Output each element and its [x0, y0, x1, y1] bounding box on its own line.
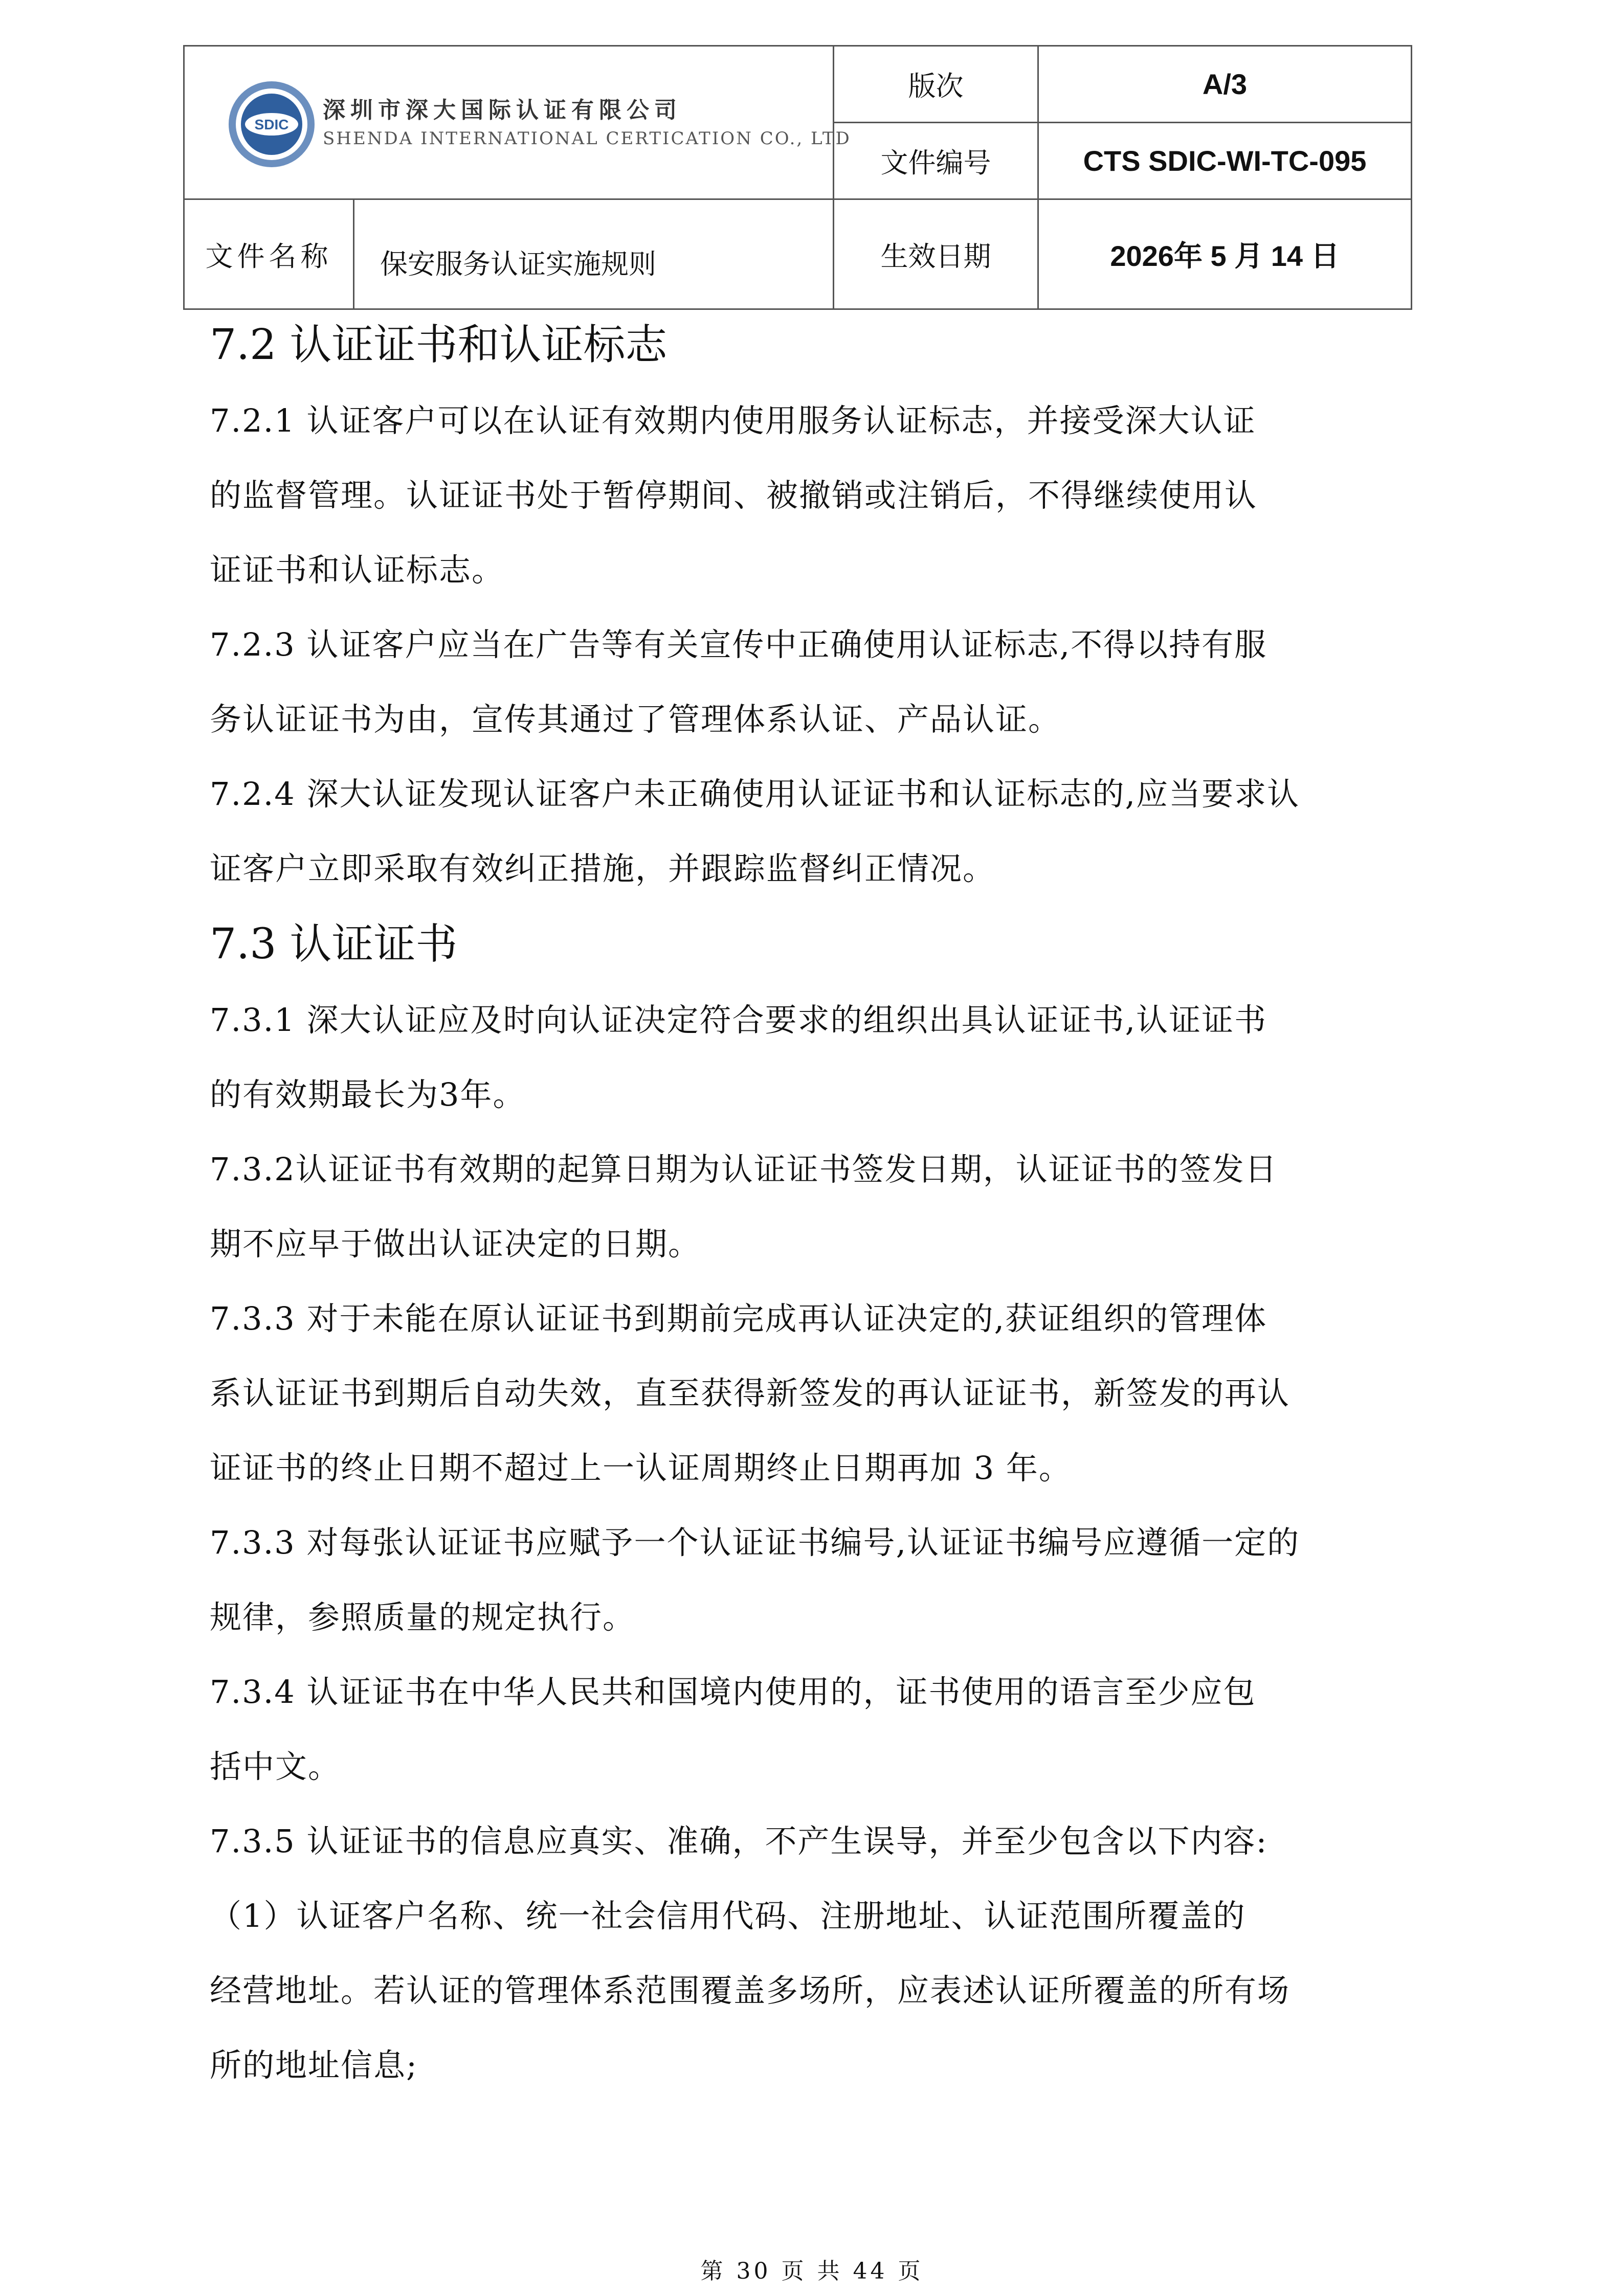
paragraph-line: 7.3.2认证证书有效期的起算日期为认证证书签发日期，认证证书的签发日 — [210, 1151, 1278, 1188]
paragraph-line: 括中文。 — [210, 1748, 341, 1785]
sdic-logo-icon — [226, 78, 318, 170]
paragraph-line: 7.2.3 认证客户应当在广告等有关宣传中正确使用认证标志,不得以持有服 — [210, 626, 1267, 663]
section-heading-7-3: 7.3 认证证书 — [210, 920, 458, 969]
paragraph-line: 证证书的终止日期不超过上一认证周期终止日期再加 3 年。 — [210, 1449, 1072, 1487]
doc-number-label: 文件编号 — [834, 123, 1038, 199]
paragraph-line: 经营地址。若认证的管理体系范围覆盖多场所，应表述认证所覆盖的所有场 — [210, 1972, 1291, 2009]
paragraph-line: 7.3.3 对于未能在原认证证书到期前完成再认证决定的,获证组织的管理体 — [210, 1300, 1267, 1337]
paragraph-line: （1）认证客户名称、统一社会信用代码、注册地址、认证范围所覆盖的 — [210, 1897, 1246, 1934]
paragraph-line: 期不应早于做出认证决定的日期。 — [210, 1225, 701, 1263]
paragraph-line: 7.3.1 深大认证应及时向认证决定符合要求的组织出具认证证书,认证证书 — [210, 1001, 1267, 1039]
paragraph-line: 7.2.4 深大认证发现认证客户未正确使用认证证书和认证标志的,应当要求认 — [210, 775, 1300, 813]
paragraph-line: 系认证证书到期后自动失效，直至获得新签发的再认证证书，新签发的再认 — [210, 1375, 1291, 1412]
doc-name-value: 保安服务认证实施规则 — [354, 199, 834, 309]
logo-text: SDIC — [254, 117, 289, 132]
company-name-en: SHENDA INTERNATIONAL CERTICATION CO., LTD — [323, 128, 851, 149]
paragraph-line: 证客户立即采取有效纠正措施，并跟踪监督纠正情况。 — [210, 850, 996, 887]
effective-date-label: 生效日期 — [834, 199, 1038, 309]
company-name-cn: 深圳市深大国际认证有限公司 — [323, 97, 682, 123]
version-label: 版次 — [834, 46, 1038, 123]
paragraph-line: 7.3.5 认证证书的信息应真实、准确，不产生误导，并至少包含以下内容: — [210, 1822, 1268, 1860]
section-heading-7-2: 7.2 认证证书和认证标志 — [210, 321, 668, 369]
effective-date-value: 2026年 5 月 14 日 — [1038, 199, 1412, 309]
page-footer: 第 30 页 共 44 页 — [700, 2258, 924, 2284]
paragraph-line: 的监督管理。认证证书处于暂停期间、被撤销或注销后，不得继续使用认 — [210, 477, 1258, 514]
doc-number-value: CTS SDIC-WI-TC-095 — [1038, 123, 1412, 199]
paragraph-line: 7.3.4 认证证书在中华人民共和国境内使用的，证书使用的语言至少应包 — [210, 1673, 1256, 1710]
paragraph-line: 所的地址信息; — [210, 2046, 418, 2084]
company-logo-cell — [184, 46, 851, 199]
paragraph-line: 的有效期最长为3年。 — [210, 1076, 526, 1113]
paragraph-line: 规律，参照质量的规定执行。 — [210, 1599, 636, 1636]
paragraph-line: 7.2.1 认证客户可以在认证有效期内使用服务认证标志，并接受深大认证 — [210, 402, 1256, 439]
document-header-table — [183, 45, 1412, 310]
paragraph-line: 务认证证书为由，宣传其通过了管理体系认证、产品认证。 — [210, 701, 1061, 738]
paragraph-line: 7.3.3 对每张认证证书应赋予一个认证证书编号,认证证书编号应遵循一定的 — [210, 1524, 1300, 1561]
doc-name-label: 文件名称 — [184, 199, 354, 309]
version-value: A/3 — [1038, 46, 1412, 123]
paragraph-line: 证证书和认证标志。 — [210, 551, 505, 589]
document-body — [210, 307, 1478, 2103]
